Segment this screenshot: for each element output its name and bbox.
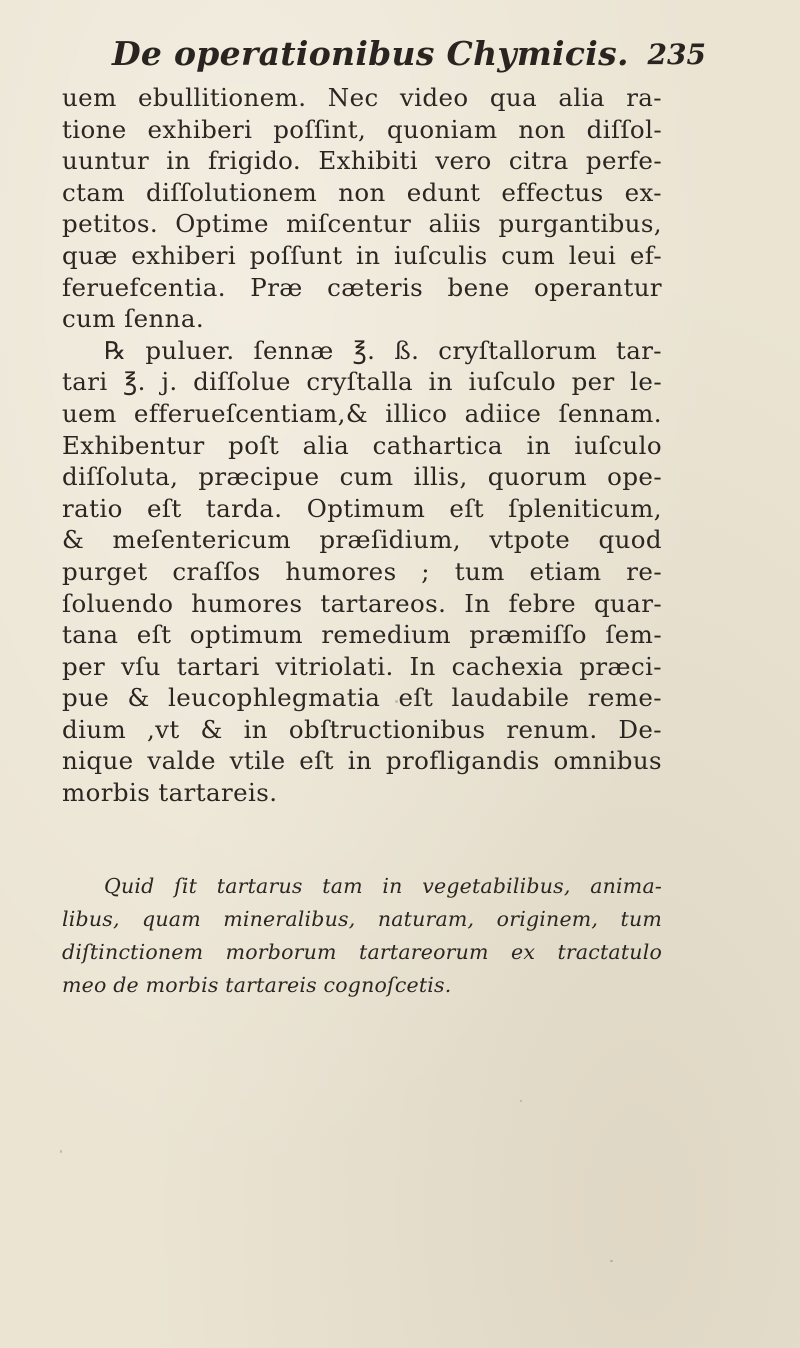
text-line: uuntur in frigido. Exhibiti vero citra perfe- bbox=[62, 146, 662, 176]
text-line: ſoluendo humores tartareos. In febre quar- bbox=[62, 588, 662, 618]
text-line: tari ℥. j. diſſolue cryſtalla in iuſculo per le- bbox=[62, 367, 662, 397]
text-line: ctam diſſolutionem non edunt effectus ex- bbox=[62, 177, 662, 207]
text-line: purget craſſos humores ; tum etiam re- bbox=[62, 556, 662, 586]
note-line: meo de morbis tartareis cognoſcetis. bbox=[62, 973, 452, 997]
text-line: pue & leucophlegmatia eſt laudabile reme- bbox=[62, 683, 662, 713]
text-line: ratio eſt tarda. Optimum eſt ſpleniticum, bbox=[62, 493, 662, 523]
recipe-line: ℞ puluer. ſennæ ℥. ß. cryſtallorum tar- bbox=[104, 335, 662, 365]
page-header bbox=[96, 28, 706, 80]
paper-speck bbox=[610, 1260, 613, 1262]
text-line: tione exhiberi poſſint, quoniam non diſſol- bbox=[62, 114, 662, 144]
text-line: & meſentericum præſidium, vtpote quod bbox=[62, 525, 662, 555]
paper-speck bbox=[60, 1150, 62, 1153]
text-line: diſſoluta, præcipue cum illis, quorum ope- bbox=[62, 462, 662, 492]
text-line: dium ,vt & in obſtructionibus renum. De- bbox=[62, 714, 662, 744]
text-line: quæ exhiberi poſſunt in iuſculis cum leui ef- bbox=[62, 240, 662, 270]
text-line: per vſu tartari vitriolati. In cachexia præci- bbox=[62, 651, 662, 681]
text-line: tana eſt optimum remedium præmiſſo ſem- bbox=[62, 620, 662, 650]
text-line: petitos. Optime miſcentur aliis purgantibus, bbox=[62, 209, 662, 239]
text-line: nique valde vtile eſt in profligandis omnibus bbox=[62, 746, 662, 776]
text-line: Exhibentur poſt alia cathartica in iuſculo bbox=[62, 430, 662, 460]
note-line: libus, quam mineralibus, naturam, originem, tum bbox=[62, 907, 662, 931]
italic-note bbox=[62, 870, 662, 1002]
text-line: feruefcentia. Præ cæteris bene operantur bbox=[62, 272, 662, 302]
paper-speck bbox=[520, 1100, 522, 1102]
text-line: cum ſenna. bbox=[62, 304, 205, 334]
running-head: De operationibus Chymicis. bbox=[112, 34, 629, 73]
text-line: uem ebullitionem. Nec video qua alia ra- bbox=[62, 83, 662, 112]
paper-speck bbox=[395, 700, 398, 703]
text-line: uem efferueſcentiam,& illico adiice ſennam. bbox=[62, 398, 662, 428]
page-number: 235 bbox=[647, 38, 706, 71]
body-text bbox=[62, 82, 662, 809]
note-line: diſtinctionem morborum tartareorum ex tractatulo bbox=[62, 940, 662, 964]
note-line: Quid ſit tartarus tam in vegetabilibus, anima- bbox=[104, 874, 662, 898]
text-line: morbis tartareis. bbox=[62, 778, 278, 808]
